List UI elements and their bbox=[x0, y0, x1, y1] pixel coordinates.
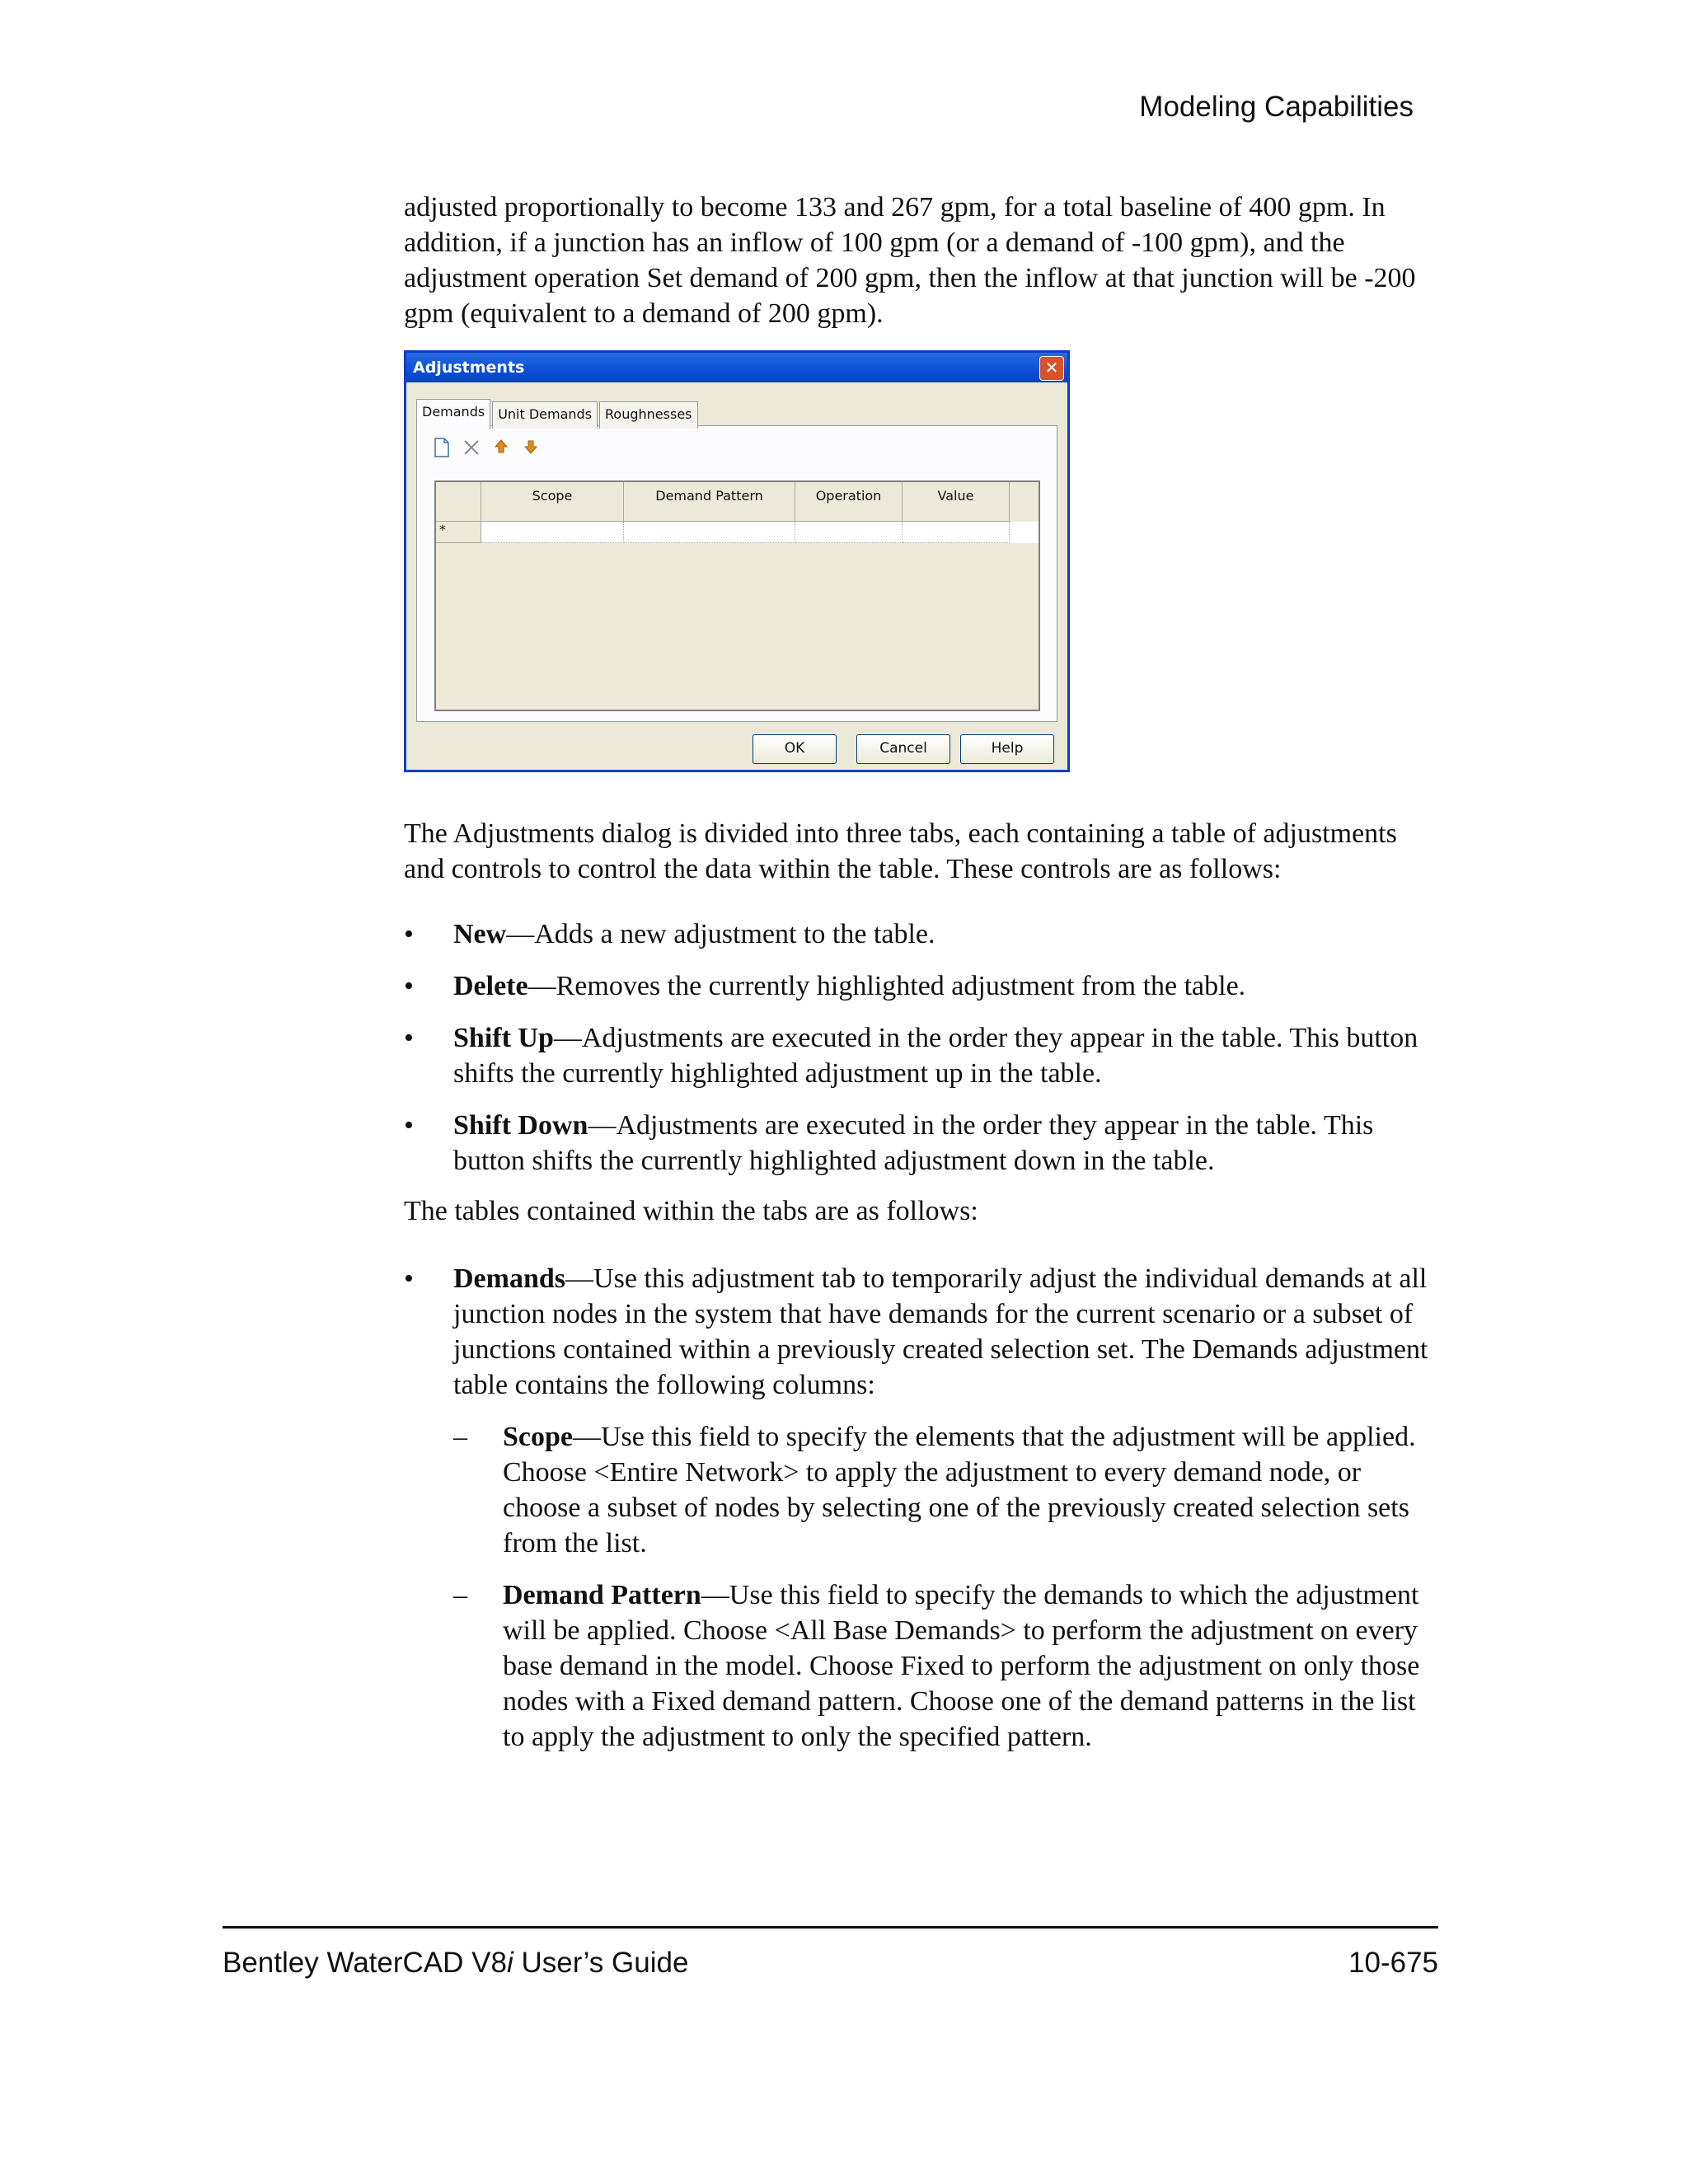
dialog-titlebar bbox=[406, 353, 1067, 382]
row-header-corner bbox=[436, 482, 481, 522]
tables-paragraph: The tables contained within the tabs are as follows: bbox=[404, 1196, 978, 1226]
term: New bbox=[453, 919, 507, 949]
dialog-title: Adjustments bbox=[413, 359, 525, 377]
term-description: —Adjustments are executed in the order they appear in the table. This button shifts the currently highlighted adjustment down in the table. bbox=[453, 1110, 1374, 1176]
dash-glyph: – bbox=[453, 1580, 467, 1610]
ok-button[interactable]: OK bbox=[753, 734, 837, 764]
page-number: 10-675 bbox=[1348, 1947, 1438, 1979]
list-item bbox=[404, 1261, 1438, 1403]
description-paragraph: The Adjustments dialog is divided into three tabs, each containing a table of adjustments and controls to control the data within the table. These controls are as follows: bbox=[404, 818, 1397, 884]
new-row-marker: * bbox=[436, 522, 481, 543]
column-header-scope[interactable]: Scope bbox=[481, 482, 624, 522]
term-description: —Adjustments are executed in the order they appear in the table. This button shifts the currently highlighted adjustment up in the table. bbox=[453, 1023, 1418, 1089]
term-description: —Use this field to specify the elements that the adjustment will be applied. Choose <Entire Network> to apply the adjustment to every demand node, or choose a subset of nodes by selecting one of the previously created selection sets from the list. bbox=[503, 1422, 1416, 1558]
footer-title: Bentley WaterCAD V8i User’s Guide bbox=[223, 1947, 689, 1979]
sub-list-item bbox=[404, 1577, 1438, 1755]
term: Shift Up bbox=[453, 1023, 554, 1053]
term-description: —Removes the currently highlighted adjustment from the table. bbox=[528, 971, 1246, 1001]
shift-up-icon[interactable] bbox=[490, 438, 512, 459]
sub-list-item bbox=[404, 1419, 1438, 1561]
table-row[interactable] bbox=[436, 522, 1039, 543]
bullet-glyph: • bbox=[404, 919, 414, 949]
adjustments-table bbox=[434, 480, 1040, 711]
bullet-glyph: • bbox=[404, 1110, 414, 1141]
adjustments-dialog bbox=[404, 350, 1070, 772]
grid-toolbar bbox=[431, 438, 542, 459]
new-icon[interactable] bbox=[431, 438, 452, 459]
term-description: —Use this field to specify the demands to which the adjustment will be applied. Choose <All Base Demands> to perform the adjustment on every base demand in the model. Choose Fixed to perform the adjustment on only those nodes with a Fixed demand pattern. Choose one of the demand patterns in the list to apply the adjustment to only the specified pattern. bbox=[503, 1580, 1420, 1752]
cell-scope[interactable] bbox=[481, 522, 624, 543]
footer-rule bbox=[223, 1926, 1438, 1929]
term: Scope bbox=[503, 1422, 573, 1452]
cell-demand-pattern[interactable] bbox=[624, 522, 795, 543]
term: Demands bbox=[453, 1263, 566, 1294]
cancel-button[interactable]: Cancel bbox=[856, 734, 950, 764]
delete-icon[interactable] bbox=[461, 438, 482, 459]
term-description: —Use this adjustment tab to temporarily adjust the individual demands at all junction nodes in the system that have demands for the current scenario or a subset of junctions contained within a previously created selection set. The Demands adjustment table contains the following columns: bbox=[453, 1263, 1428, 1400]
tab-unit-demands[interactable]: Unit Demands bbox=[492, 401, 598, 429]
term-description: —Adds a new adjustment to the table. bbox=[506, 919, 935, 949]
list-item bbox=[404, 968, 1438, 1004]
term: Shift Down bbox=[453, 1110, 588, 1141]
table-header bbox=[436, 482, 1039, 522]
tables-list bbox=[404, 1261, 1438, 1771]
bullet-glyph: • bbox=[404, 1023, 414, 1053]
list-item bbox=[404, 916, 1438, 952]
term: Delete bbox=[453, 971, 528, 1001]
running-header: Modeling Capabilities bbox=[1139, 91, 1414, 123]
intro-paragraph: adjusted proportionally to become 133 and 267 gpm, for a total baseline of 400 gpm. In addition, if a junction has an inflow of 100 gpm (or a demand of -100 gpm), and the adjustment operation Set demand of 200 gpm, then the inflow at that junction will be -200 gpm (equivalent to a demand of 200 gpm). bbox=[404, 192, 1416, 329]
shift-down-icon[interactable] bbox=[520, 438, 542, 459]
tab-strip bbox=[416, 399, 700, 429]
controls-list bbox=[404, 916, 1438, 1195]
cell-value[interactable] bbox=[903, 522, 1010, 543]
close-button[interactable]: ✕ bbox=[1039, 356, 1064, 381]
column-header-operation[interactable]: Operation bbox=[795, 482, 903, 522]
tab-demands[interactable]: Demands bbox=[416, 399, 490, 429]
bullet-glyph: • bbox=[404, 971, 414, 1001]
column-header-demand-pattern[interactable]: Demand Pattern bbox=[624, 482, 795, 522]
dash-glyph: – bbox=[453, 1422, 467, 1452]
bullet-glyph: • bbox=[404, 1263, 414, 1294]
list-item bbox=[404, 1020, 1438, 1091]
term: Demand Pattern bbox=[503, 1580, 701, 1610]
help-button[interactable]: Help bbox=[960, 734, 1054, 764]
column-header-value[interactable]: Value bbox=[903, 482, 1010, 522]
cell-operation[interactable] bbox=[795, 522, 903, 543]
list-item bbox=[404, 1108, 1438, 1179]
tab-roughnesses[interactable]: Roughnesses bbox=[599, 401, 697, 429]
